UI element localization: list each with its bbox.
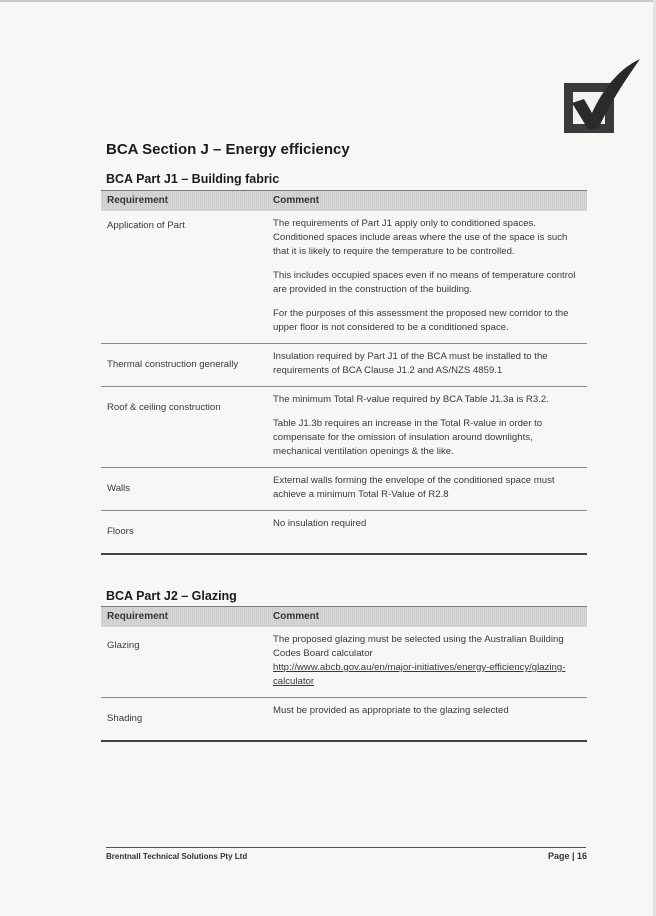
comment-cell: [267, 627, 587, 698]
requirement-cell: Walls: [101, 468, 267, 511]
requirement-cell: Thermal construction generally: [101, 344, 267, 387]
requirement-cell: Shading: [101, 698, 267, 742]
comment-paragraph: Insulation required by Part J1 of the BCA must be installed to the requirements of BCA Clause J1.2 and AS/NZS 4859.1: [273, 351, 548, 376]
table-row: [101, 387, 587, 468]
comment-text: Must be provided as appropriate to the glazing selected: [273, 705, 509, 716]
comment-cell: [267, 468, 587, 511]
comment-paragraph: The minimum Total R-value required by BCA Table J1.3a is R3.2.: [273, 394, 549, 405]
section-title: BCA Section J – Energy efficiency: [106, 141, 350, 158]
comment-cell: [267, 344, 587, 387]
part-j2-title: BCA Part J2 – Glazing: [106, 589, 237, 603]
table-row: [101, 627, 587, 698]
header-requirement: Requirement: [101, 607, 267, 628]
footer-page-number: Page | 16: [548, 851, 588, 861]
header-comment: Comment: [267, 607, 587, 628]
comment-text: The proposed glazing must be selected using the Australian Building Codes Board calculator: [273, 634, 564, 659]
table-row: [101, 511, 587, 555]
comment-cell: [267, 698, 587, 742]
comment-cell: [267, 211, 587, 344]
header-comment: Comment: [267, 191, 587, 212]
requirement-cell: Roof & ceiling construction: [101, 387, 267, 468]
part-j1-title: BCA Part J1 – Building fabric: [106, 172, 280, 186]
header-requirement: Requirement: [101, 191, 267, 212]
comment-paragraph: Table J1.3b requires an increase in the Total R-value in order to compensate for the omission of insulation around downlights, mechanical ventilation openings & the like.: [273, 418, 543, 457]
comment-paragraph: For the purposes of this assessment the proposed new corridor to the upper floor is not considered to be a conditioned space.: [273, 308, 569, 333]
comment-cell: [267, 511, 587, 555]
footer-company: Brentnall Technical Solutions Pty Ltd: [106, 852, 248, 861]
checkbox-tick-icon: [562, 55, 642, 137]
table-row: [101, 468, 587, 511]
table-header-row: [101, 191, 587, 212]
table-row: [101, 211, 587, 344]
requirement-cell: Application of Part: [101, 211, 267, 344]
part-j1-table: [101, 190, 587, 555]
comment-paragraph: This includes occupied spaces even if no means of temperature control are provided in the construction of the building.: [273, 270, 576, 295]
comment-paragraph: External walls forming the envelope of the conditioned space must achieve a minimum Total R-Value of R2.8: [273, 475, 555, 500]
table-row: [101, 698, 587, 742]
comment-cell: [267, 387, 587, 468]
comment-paragraph: No insulation required: [273, 518, 367, 529]
table-row: [101, 344, 587, 387]
requirement-cell: Glazing: [101, 627, 267, 698]
glazing-calculator-link[interactable]: http://www.abcb.gov.au/en/major-initiatives/energy-efficiency/glazing-calculator: [273, 662, 566, 687]
top-rule: [0, 0, 656, 2]
footer-rule: [106, 847, 586, 848]
table-header-row: [101, 607, 587, 628]
comment-paragraph: The requirements of Part J1 apply only to conditioned spaces. Conditioned spaces include areas where the use of the space is such that it is likely to require the temperature to be controlled.: [273, 218, 568, 257]
part-j2-table: [101, 606, 587, 742]
requirement-cell: Floors: [101, 511, 267, 555]
